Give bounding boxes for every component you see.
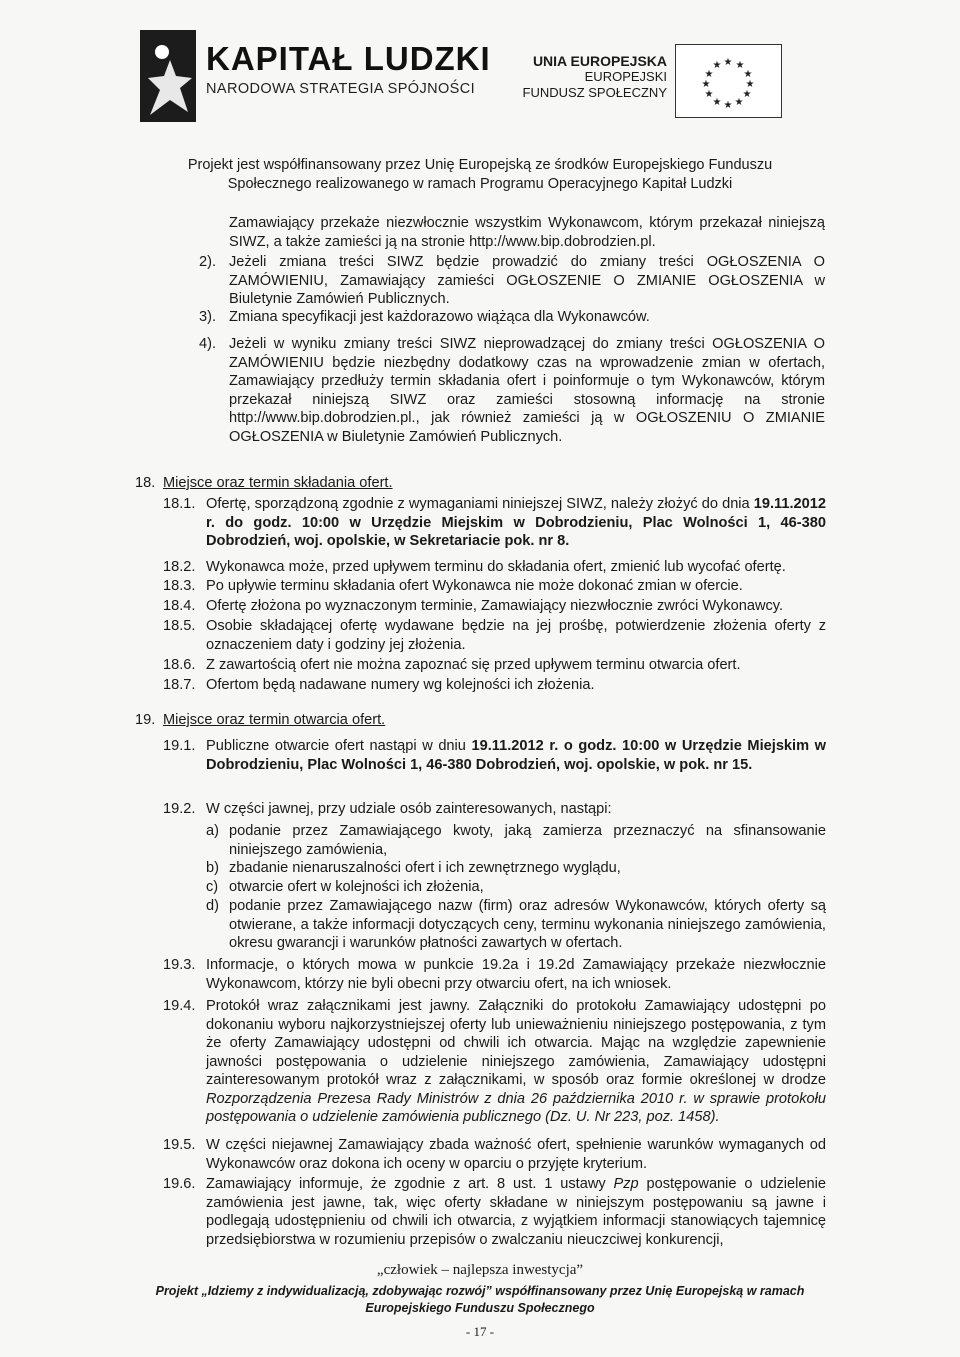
intro-paragraph: Zamawiający przekaże niezwłocznie wszystkim Wykonawcom, którym przekazał niniejszą SIWZ, a także zamieści ją na stronie http://www.bip.dobrodzien.pl. [229,215,825,250]
item-19-3-text: Informacje, o których mowa w punkcie 19.2a i 19.2d Zamawiający przekaże niezwłocznie Wykonawcom, którzy nie byli obecni przy otwarciu ofert, na ich wniosek. [206,957,826,992]
item-19-2-number: 19.2. [163,801,196,817]
point-2-number: 2). [199,254,217,270]
item-19-2-a-text: podanie przez Zamawiającego kwoty, jaką zamierza przeznaczyć na sfinansowanie niniejszego zamówienia, [229,823,826,858]
item-18-6-text: Z zawartością ofert nie można zapoznać się przed upływem terminu otwarcia ofert. [206,657,741,673]
item-18-1-number: 18.1. [163,496,196,512]
item-18-7-number: 18.7. [163,677,196,693]
item-19-4-text [206,997,826,1127]
item-18-4-number: 18.4. [163,598,196,614]
svg-text:★: ★ [743,69,753,80]
project-note-line-1: Projekt jest współfinansowany przez Unię Europejską ze środków Europejskiego Funduszu [187,157,773,173]
eu-fund-label [517,53,667,101]
item-18-2-number: 18.2. [163,559,196,575]
item-19-2-b-letter: b) [206,860,219,876]
item-18-3-text: Po upływie terminu składania ofert Wykonawca nie może dokonać zmian w ofercie. [206,578,743,594]
item-18-7-text: Ofertom będą nadawane numery wg kolejności ich złożenia. [206,677,595,693]
item-18-1-plain: Ofertę, sporządzoną zgodnie z wymaganiami niniejszej SIWZ, należy złożyć do dnia [206,496,750,512]
item-19-6-pzp: Pzp [613,1176,639,1192]
point-2-text: Jeżeli zmiana treści SIWZ będzie prowadzić do zmiany treści OGŁOSZENIA O ZAMÓWIENIU, Zamawiający zamieści OGŁOSZENIE O ZMIANIE OGŁOSZENIA w Biuletynie Zamówień Publicznych. [229,254,825,307]
svg-text:★: ★ [723,100,733,111]
footer-project-line-1: Projekt „Idziemy z indywidualizacją, zdobywając rozwój” współfinansowany przez Unię Europejską w ramach [155,1284,805,1298]
item-19-2-c-letter: c) [206,879,219,895]
item-19-6-plain-a: Zamawiający informuje, że zgodnie z art. 8 ust. 1 ustawy [206,1176,606,1192]
item-18-1-text [206,495,826,551]
item-19-2-b-text: zbadanie nienaruszalności ofert i ich zewnętrznego wyglądu, [229,860,621,876]
eu-flag [675,44,782,118]
svg-text:★: ★ [734,97,744,108]
footer-project-line-2: Europejskiego Funduszu Społecznego [365,1301,595,1315]
item-18-2-text: Wykonawca może, przed upływem terminu do składania ofert, zmienić lub wycofać ofertę. [206,559,786,575]
item-19-6-number: 19.6. [163,1176,196,1192]
eu-stars-icon [676,45,781,117]
item-18-6-number: 18.6. [163,657,196,673]
item-19-6-text [206,1175,826,1249]
project-note-line-2: Społecznego realizowanego w ramach Programu Operacyjnego Kapitał Ludzki [227,176,733,192]
kapital-ludzki-logo-icon [140,30,196,122]
item-19-1-plain: Publiczne otwarcie ofert nastąpi w dniu [206,738,466,754]
point-4-text: Jeżeli w wyniku zmiany treści SIWZ nieprowadzącej do zmiany treści OGŁOSZENIA O ZAMÓWIENIU będzie niezbędny dodatkowy czas na wprowadzenie zmian w ofertach, Zamawiający przedłuży termin składania ofert i poinformuje o tym Wykonawców, którym przekazał niniejszą SIWZ oraz zamieści stosowną informację na stronie http://www.bip.dobrodzien.pl., jak również zamieści ją w OGŁOSZENIU O ZMIANIE OGŁOSZENIA w Biuletynie Zamówień Publicznych. [229,336,825,445]
kapital-ludzki-subtitle: NARODOWA STRATEGIA SPÓJNOŚCI [206,81,476,97]
item-18-1-deadline: 19.11.2012 r. do godz. 10:00 w Urzędzie Miejskim w Dobrodzieniu, Plac Wolności 1, 46-380 Dobrodzień, woj. opolskie, w Sekretariacie pok. nr 8. [206,496,826,549]
footer-slogan: „człowiek – najlepsza inwestycja” [376,1262,584,1278]
item-19-5-number: 19.5. [163,1137,196,1153]
item-19-2-c-text: otwarcie ofert w kolejności ich złożenia, [229,879,484,895]
svg-text:★: ★ [745,79,755,90]
section-19-title: Miejsce oraz termin otwarcia ofert. [163,712,386,728]
item-19-1-number: 19.1. [163,738,196,754]
item-19-4-number: 19.4. [163,998,196,1014]
eu-line-2: EUROPEJSKI [584,69,667,84]
section-18-number: 18. [135,475,156,491]
svg-text:★: ★ [735,60,745,71]
eu-line-3: FUNDUSZ SPOŁECZNY [522,85,667,100]
item-19-4-plain: Protokół wraz załącznikami jest jawny. Załączniki do protokołu Zamawiający udostępni po dokonaniu wyboru najkorzystniejszej oferty lub unieważnieniu niniejszego postępowania, z tym że oferty Zamawiający udostępni od chwili ich otwarcia. Mając na względzie zapewnienie jawności postępowania o udzielenie niniejszego zamówienia, Zamawiający udostępni zainteresowanym protokół wraz z załącznikami, w sposób oraz formie określonej w drodze [206,998,826,1088]
item-19-2-text: W części jawnej, przy udziale osób zainteresowanych, nastąpi: [206,801,612,817]
item-19-2-d-letter: d) [206,898,219,914]
svg-text:★: ★ [701,79,711,90]
point-4-number: 4). [199,336,217,352]
eu-line-1: UNIA EUROPEJSKA [532,53,667,69]
item-18-3-number: 18.3. [163,578,196,594]
item-19-1-datetime: 19.11.2012 r. o godz. 10:00 w Urzędzie Miejskim w Dobrodzieniu, Plac Wolności 1, 46-380 Dobrodzień, woj. opolskie, w pok. nr 15. [206,738,827,773]
project-cofinancing-note [0,156,960,194]
section-19-number: 19. [135,712,156,728]
point-3-number: 3). [199,309,217,325]
svg-text:★: ★ [704,89,714,100]
footer-project-note [0,1283,960,1317]
item-18-5-number: 18.5. [163,618,196,634]
item-19-6-plain-b: postępowanie o udzielenie zamówienia jest jawne, tak, więc oferty składane w niniejszym postępowaniu są jawne i podlegają udostępnieniu od chwili ich otwarcia, z wyjątkiem informacji stanowiących tajemnicę przedsiębiorstwa w rozumieniu przepisów o zwalczaniu nieuczciwej konkurencji, [206,1176,826,1248]
item-19-2-d-text: podanie przez Zamawiającego nazw (firm) oraz adresów Wykonawców, których oferty są otwierane, a także informacji dotyczących ceny, terminu wykonania niniejszego zamówienia, okresu gwarancji i warunków płatności zawartych w ofertach. [229,898,826,951]
svg-text:★: ★ [723,57,733,68]
svg-text:★: ★ [742,89,752,100]
item-19-2-a-letter: a) [206,823,219,839]
item-19-3-number: 19.3. [163,957,196,973]
item-19-1-text [206,737,826,774]
kapital-ludzki-title: KAPITAŁ LUDZKI [206,40,491,77]
svg-text:★: ★ [704,69,714,80]
section-18-title: Miejsce oraz termin składania ofert. [163,475,393,491]
item-19-4-regulation: Rozporządzenia Prezesa Rady Ministrów z dnia 26 października 2010 r. w sprawie protokołu postępowania o udzielenie zamówienia publicznego (Dz. U. Nr 223, poz. 1458). [206,1090,826,1125]
page-number: - 17 - [465,1324,495,1339]
item-18-5-text: Osobie składającej ofertę wydawane będzie na jej prośbę, potwierdzenie złożenia oferty z oznaczeniem daty i godziny jej złożenia. [206,618,826,653]
kapital-ludzki-emblem [140,30,196,122]
item-18-4-text: Ofertę złożona po wyznaczonym terminie, Zamawiający niezwłocznie zwróci Wykonawcy. [206,598,784,614]
item-19-5-text: W części niejawnej Zamawiający zbada ważność ofert, spełnienie warunków wymaganych od Wykonawców oraz dokona ich oceny w oparciu o przyjęte kryterium. [206,1137,826,1172]
svg-text:★: ★ [712,97,722,108]
svg-text:★: ★ [712,60,722,71]
point-3-text: Zmiana specyfikacji jest każdorazowo wiążąca dla Wykonawców. [229,309,650,325]
